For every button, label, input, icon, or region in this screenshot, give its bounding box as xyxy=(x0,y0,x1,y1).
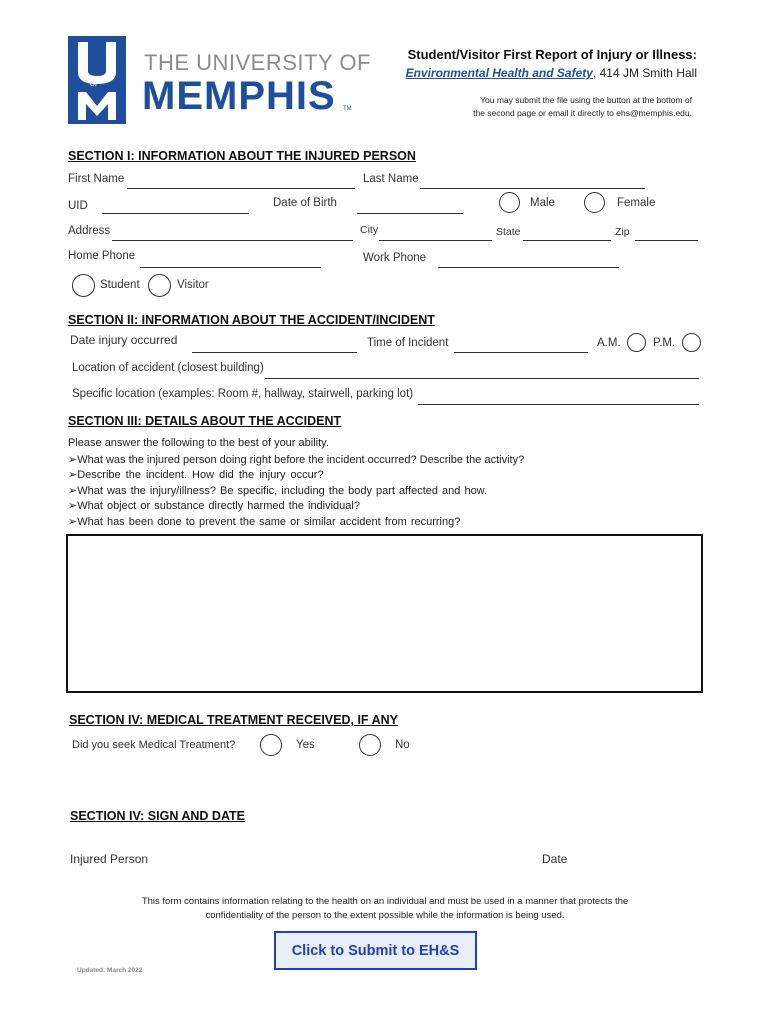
location-label: Location of accident (closest building) xyxy=(72,362,264,374)
department-line xyxy=(406,66,697,80)
female-radio[interactable] xyxy=(584,192,605,213)
question-3-text: What was the injury/illness? Be specific, including the body part affected and how. xyxy=(77,485,488,497)
uid-field[interactable] xyxy=(102,213,249,214)
logo-of-text: of xyxy=(90,78,98,88)
form-title: Student/Visitor First Report of Injury or Illness: xyxy=(407,47,697,62)
department-address: , 414 JM Smith Hall xyxy=(592,66,697,80)
date-injury-field[interactable] xyxy=(192,352,357,353)
first-name-field[interactable] xyxy=(127,188,355,189)
accident-details-textarea[interactable] xyxy=(66,534,703,693)
bullet-arrow-icon: ➢ xyxy=(68,454,78,466)
confidentiality-notice-1: This form contains information relating to the health on an individual and must be used in a manner that protects the xyxy=(141,896,629,907)
submit-note-2: the second page or email it directly to ehs@memphis.edu. xyxy=(473,108,692,118)
bullet-arrow-icon: ➢ xyxy=(68,516,78,528)
bullet-arrow-icon: ➢ xyxy=(68,485,78,497)
question-4-text: What object or substance directly harmed the individual? xyxy=(77,500,360,512)
sign-date-field[interactable] xyxy=(580,845,700,867)
logo-tm-text: TM xyxy=(343,106,352,112)
confidentiality-notice-2: confidentiality of the person to the extent possible while the information is being used. xyxy=(205,910,565,921)
section-4-title: SECTION IV: MEDICAL TREATMENT RECEIVED, IF ANY xyxy=(69,713,398,727)
submit-button-label: Click to Submit to EH&S xyxy=(291,942,460,959)
logo-um-block xyxy=(68,36,126,124)
injured-person-label: Injured Person xyxy=(70,852,149,866)
work-phone-field[interactable] xyxy=(438,267,619,268)
submit-note-1: You may submit the file using the button at the bottom of xyxy=(480,95,692,105)
logo-top-text: THE UNIVERSITY OF xyxy=(144,50,371,75)
medical-yes-label: Yes xyxy=(296,739,315,751)
sign-date-label: Date xyxy=(542,852,568,866)
home-phone-label: Home Phone xyxy=(68,250,136,262)
bullet-arrow-icon: ➢ xyxy=(68,469,78,481)
submit-button[interactable] xyxy=(274,931,477,970)
visitor-radio[interactable] xyxy=(148,274,171,297)
section-1-title: SECTION I: INFORMATION ABOUT THE INJURED PERSON xyxy=(68,149,416,163)
question-1 xyxy=(68,453,524,466)
date-injury-label: Date injury occurred xyxy=(70,333,178,347)
university-logo xyxy=(68,36,371,126)
work-phone-label: Work Phone xyxy=(363,252,427,264)
city-field[interactable] xyxy=(379,240,492,241)
uid-label: UID xyxy=(68,200,88,212)
medical-question-label: Did you seek Medical Treatment? xyxy=(72,739,236,751)
section-3-intro: Please answer the following to the best of your ability. xyxy=(68,437,329,449)
question-5-text: What has been done to prevent the same or similar accident from recurring? xyxy=(77,516,461,528)
dob-field[interactable] xyxy=(357,213,463,214)
medical-no-label: No xyxy=(395,739,410,751)
state-field[interactable] xyxy=(523,240,611,241)
last-name-field[interactable] xyxy=(420,188,645,189)
medical-yes-radio[interactable] xyxy=(260,734,282,756)
last-name-label: Last Name xyxy=(363,173,419,185)
zip-field[interactable] xyxy=(635,240,698,241)
question-5 xyxy=(68,515,460,528)
zip-label: Zip xyxy=(615,226,630,238)
question-4 xyxy=(68,499,360,512)
question-2 xyxy=(68,468,324,481)
am-radio[interactable] xyxy=(627,333,646,352)
department-name: Environmental Health and Safety xyxy=(405,66,593,80)
section-sign-title: SECTION IV: SIGN AND DATE xyxy=(70,809,246,823)
male-radio[interactable] xyxy=(499,192,520,213)
question-2-text: Describe the incident. How did the injury occur? xyxy=(77,469,324,481)
specific-location-label: Specific location (examples: Room #, hallway, stairwell, parking lot) xyxy=(72,388,414,400)
student-radio[interactable] xyxy=(72,274,95,297)
signature-field[interactable] xyxy=(160,845,460,867)
female-label: Female xyxy=(617,197,656,209)
time-field[interactable] xyxy=(454,352,588,353)
updated-date: Updated: March 2022 xyxy=(77,967,143,974)
pm-label: P.M. xyxy=(653,337,676,349)
home-phone-field[interactable] xyxy=(140,267,321,268)
question-3 xyxy=(68,484,487,497)
visitor-label: Visitor xyxy=(177,279,209,291)
student-label: Student xyxy=(100,279,140,291)
location-field[interactable] xyxy=(265,378,699,379)
medical-no-radio[interactable] xyxy=(359,734,381,756)
pm-radio[interactable] xyxy=(682,333,701,352)
logo-name-text: MEMPHIS xyxy=(142,74,336,118)
time-label: Time of Incident xyxy=(367,337,449,349)
address-label: Address xyxy=(68,225,111,237)
section-3-title: SECTION III: DETAILS ABOUT THE ACCIDENT xyxy=(68,414,342,428)
bullet-arrow-icon: ➢ xyxy=(68,500,78,512)
dob-label: Date of Birth xyxy=(273,197,337,209)
city-label: City xyxy=(360,224,379,236)
question-1-text: What was the injured person doing right before the incident occurred? Describe the activity? xyxy=(77,454,525,466)
am-label: A.M. xyxy=(597,337,621,349)
section-2-title: SECTION II: INFORMATION ABOUT THE ACCIDENT/INCIDENT xyxy=(68,313,435,327)
specific-location-field[interactable] xyxy=(418,404,699,405)
state-label: State xyxy=(496,226,521,238)
male-label: Male xyxy=(530,197,555,209)
first-name-label: First Name xyxy=(68,173,125,185)
address-field[interactable] xyxy=(112,240,353,241)
